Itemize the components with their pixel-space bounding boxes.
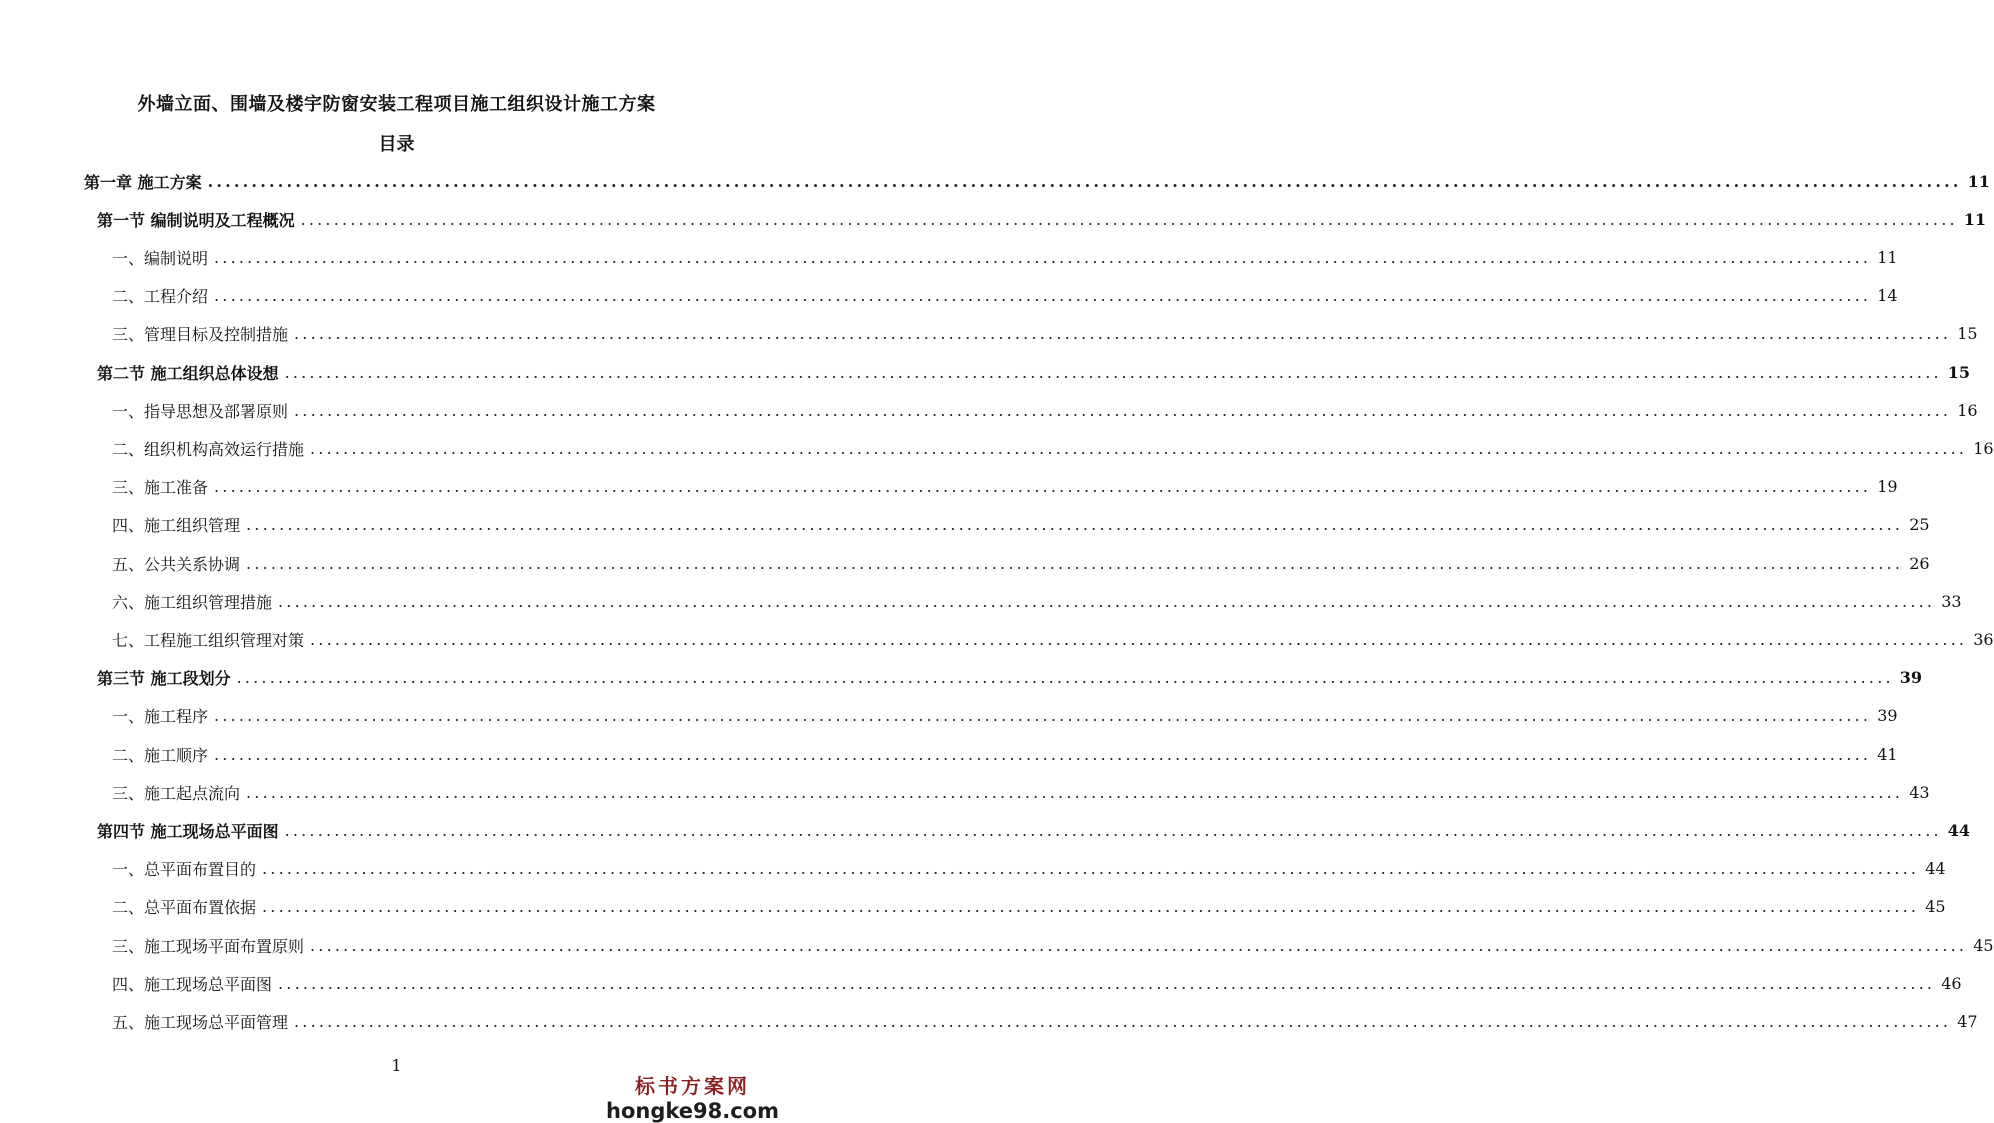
toc-entry-label: 三、管理目标及控制措施 bbox=[112, 325, 289, 345]
toc-leader-dots: ........................................................................................................................................................................................................ bbox=[284, 820, 1942, 840]
toc-leader-dots: ........................................................................................................................................................................................................ bbox=[262, 897, 1920, 917]
toc-entry-page: 45 bbox=[1973, 935, 1994, 955]
toc-entry-item[interactable] bbox=[112, 238, 1898, 276]
toc-leader-dots: ........................................................................................................................................................................................................ bbox=[310, 935, 1968, 955]
toc-entry-page: 43 bbox=[1909, 782, 1930, 802]
toc-entry-page: 25 bbox=[1909, 515, 1930, 535]
toc-entry-item[interactable] bbox=[112, 277, 1898, 315]
toc-entry-item[interactable] bbox=[112, 926, 1994, 964]
toc-leader-dots: ........................................................................................................................................................................................................ bbox=[246, 515, 1904, 535]
toc-entry-label: 二、总平面布置依据 bbox=[112, 898, 257, 918]
toc-entry-section[interactable] bbox=[97, 200, 1987, 238]
toc-leader-dots: ........................................................................................................................................................................................................ bbox=[236, 668, 1894, 688]
toc-entry-label: 第一章 施工方案 bbox=[84, 172, 202, 192]
toc-entry-label: 三、施工起点流向 bbox=[112, 783, 241, 803]
toc-entry-label: 四、施工现场总平面图 bbox=[112, 974, 273, 994]
toc-entry-item[interactable] bbox=[112, 773, 1930, 811]
toc-leader-dots: ........................................................................................................................................................................................................ bbox=[278, 591, 1936, 611]
toc-entry-label: 七、工程施工组织管理对策 bbox=[112, 630, 305, 650]
toc-entry-label: 六、施工组织管理措施 bbox=[112, 592, 273, 612]
toc-entry-item[interactable] bbox=[112, 1002, 1978, 1040]
toc-entry-page: 16 bbox=[1957, 400, 1978, 420]
toc-entry-page: 16 bbox=[1973, 438, 1994, 458]
toc-entry-page: 39 bbox=[1877, 706, 1898, 726]
toc-leader-dots: ........................................................................................................................................................................................................ bbox=[246, 782, 1904, 802]
toc-entry-item[interactable] bbox=[112, 391, 1978, 429]
toc-entry-label: 五、施工现场总平面管理 bbox=[112, 1012, 289, 1032]
toc-entry-label: 一、施工程序 bbox=[112, 707, 209, 727]
toc-entry-item[interactable] bbox=[112, 315, 1978, 353]
toc-entry-item[interactable] bbox=[112, 888, 1946, 926]
site-watermark bbox=[606, 1070, 779, 1123]
toc-leader-dots: ........................................................................................................................................................................................................ bbox=[310, 438, 1968, 458]
toc-leader-dots: ........................................................................................................................................................................................................ bbox=[214, 706, 1872, 726]
document-title: 外墙立面、围墙及楼宇防窗安装工程项目施工组织设计施工方案 bbox=[137, 94, 656, 115]
toc-entry-page: 44 bbox=[1925, 859, 1946, 879]
toc-leader-dots: ........................................................................................................................................................................................................ bbox=[262, 859, 1920, 879]
toc-leader-dots: ........................................................................................................................................................................................................ bbox=[246, 553, 1904, 573]
toc-entry-label: 三、施工现场平面布置原则 bbox=[112, 936, 305, 956]
toc-entry-page: 46 bbox=[1941, 973, 1962, 993]
toc-entry-label: 四、施工组织管理 bbox=[112, 516, 241, 536]
toc-leader-dots: ........................................................................................................................................................................................................ bbox=[278, 973, 1936, 993]
toc-entry-page: 19 bbox=[1877, 477, 1898, 497]
toc-entry-page: 26 bbox=[1909, 553, 1930, 573]
toc-leader-dots: ........................................................................................................................................................................................................ bbox=[300, 209, 1958, 229]
toc-leader-dots: ........................................................................................................................................................................................................ bbox=[214, 744, 1872, 764]
watermark-site-name: 标书方案网 bbox=[635, 1074, 751, 1098]
toc-entry-label: 二、工程介绍 bbox=[112, 287, 209, 307]
toc-entry-page: 36 bbox=[1973, 629, 1994, 649]
toc-entry-section[interactable] bbox=[97, 353, 1971, 391]
toc-entry-page: 44 bbox=[1947, 820, 1971, 840]
toc-entry-item[interactable] bbox=[112, 582, 1962, 620]
toc-entry-item[interactable] bbox=[112, 964, 1962, 1002]
toc-leader-dots: ........................................................................................................................................................................................................ bbox=[310, 629, 1968, 649]
toc-leader-dots: ........................................................................................................................................................................................................ bbox=[294, 400, 1952, 420]
page-number: 1 bbox=[391, 1056, 402, 1075]
toc-entry-item[interactable] bbox=[112, 697, 1898, 735]
toc-entry-item[interactable] bbox=[112, 544, 1930, 582]
toc-entry-page: 15 bbox=[1957, 324, 1978, 344]
toc-entry-label: 二、组织机构高效运行措施 bbox=[112, 439, 305, 459]
toc-entry-label: 一、总平面布置目的 bbox=[112, 860, 257, 880]
toc-entry-page: 11 bbox=[1877, 247, 1898, 267]
toc-entry-item[interactable] bbox=[112, 850, 1946, 888]
toc-entry-label: 一、指导思想及部署原则 bbox=[112, 401, 289, 421]
toc-entry-label: 二、施工顺序 bbox=[112, 745, 209, 765]
toc-entry-label: 三、施工准备 bbox=[112, 478, 209, 498]
toc-entry-page: 14 bbox=[1877, 286, 1898, 306]
toc-entry-page: 11 bbox=[1967, 171, 1990, 191]
toc-leader-dots: ........................................................................................................................................................................................................ bbox=[294, 1011, 1952, 1031]
toc-entry-section[interactable] bbox=[97, 659, 1923, 697]
toc-entry-page: 41 bbox=[1877, 744, 1898, 764]
toc-entry-section[interactable] bbox=[97, 811, 1971, 849]
toc-entry-label: 第三节 施工段划分 bbox=[97, 669, 231, 689]
toc-entry-label: 第四节 施工现场总平面图 bbox=[97, 821, 279, 841]
toc-entry-label: 第一节 编制说明及工程概况 bbox=[97, 210, 295, 230]
toc-entry-page: 47 bbox=[1957, 1011, 1978, 1031]
toc-leader-dots: ........................................................................................................................................................................................................ bbox=[284, 362, 1942, 382]
toc-leader-dots: ........................................................................................................................................................................................................ bbox=[214, 477, 1872, 497]
toc-leader-dots: ........................................................................................................................................................................................................ bbox=[214, 286, 1872, 306]
toc-entry-label: 五、公共关系协调 bbox=[112, 554, 241, 574]
toc-entry-page: 45 bbox=[1925, 897, 1946, 917]
watermark-site-url: hongke98.com bbox=[606, 1099, 779, 1123]
toc-entry-page: 15 bbox=[1947, 362, 1971, 382]
toc-entry-page: 11 bbox=[1963, 209, 1987, 229]
toc-entry-page: 39 bbox=[1899, 668, 1923, 688]
toc-entry-item[interactable] bbox=[112, 506, 1930, 544]
toc-entry-item[interactable] bbox=[112, 735, 1898, 773]
toc-entry-item[interactable] bbox=[112, 620, 1994, 658]
toc-entry-item[interactable] bbox=[112, 429, 1994, 467]
toc-heading: 目录 bbox=[378, 134, 415, 155]
toc-entry-label: 一、编制说明 bbox=[112, 248, 209, 268]
toc-entry-item[interactable] bbox=[112, 468, 1898, 506]
toc-entry-chapter[interactable] bbox=[84, 162, 1990, 200]
toc-entry-page: 33 bbox=[1941, 591, 1962, 611]
toc-leader-dots: ........................................................................................................................................................................................................ bbox=[207, 171, 1962, 191]
toc-leader-dots: ........................................................................................................................................................................................................ bbox=[214, 247, 1872, 267]
toc-entry-label: 第二节 施工组织总体设想 bbox=[97, 363, 279, 383]
toc-leader-dots: ........................................................................................................................................................................................................ bbox=[294, 324, 1952, 344]
